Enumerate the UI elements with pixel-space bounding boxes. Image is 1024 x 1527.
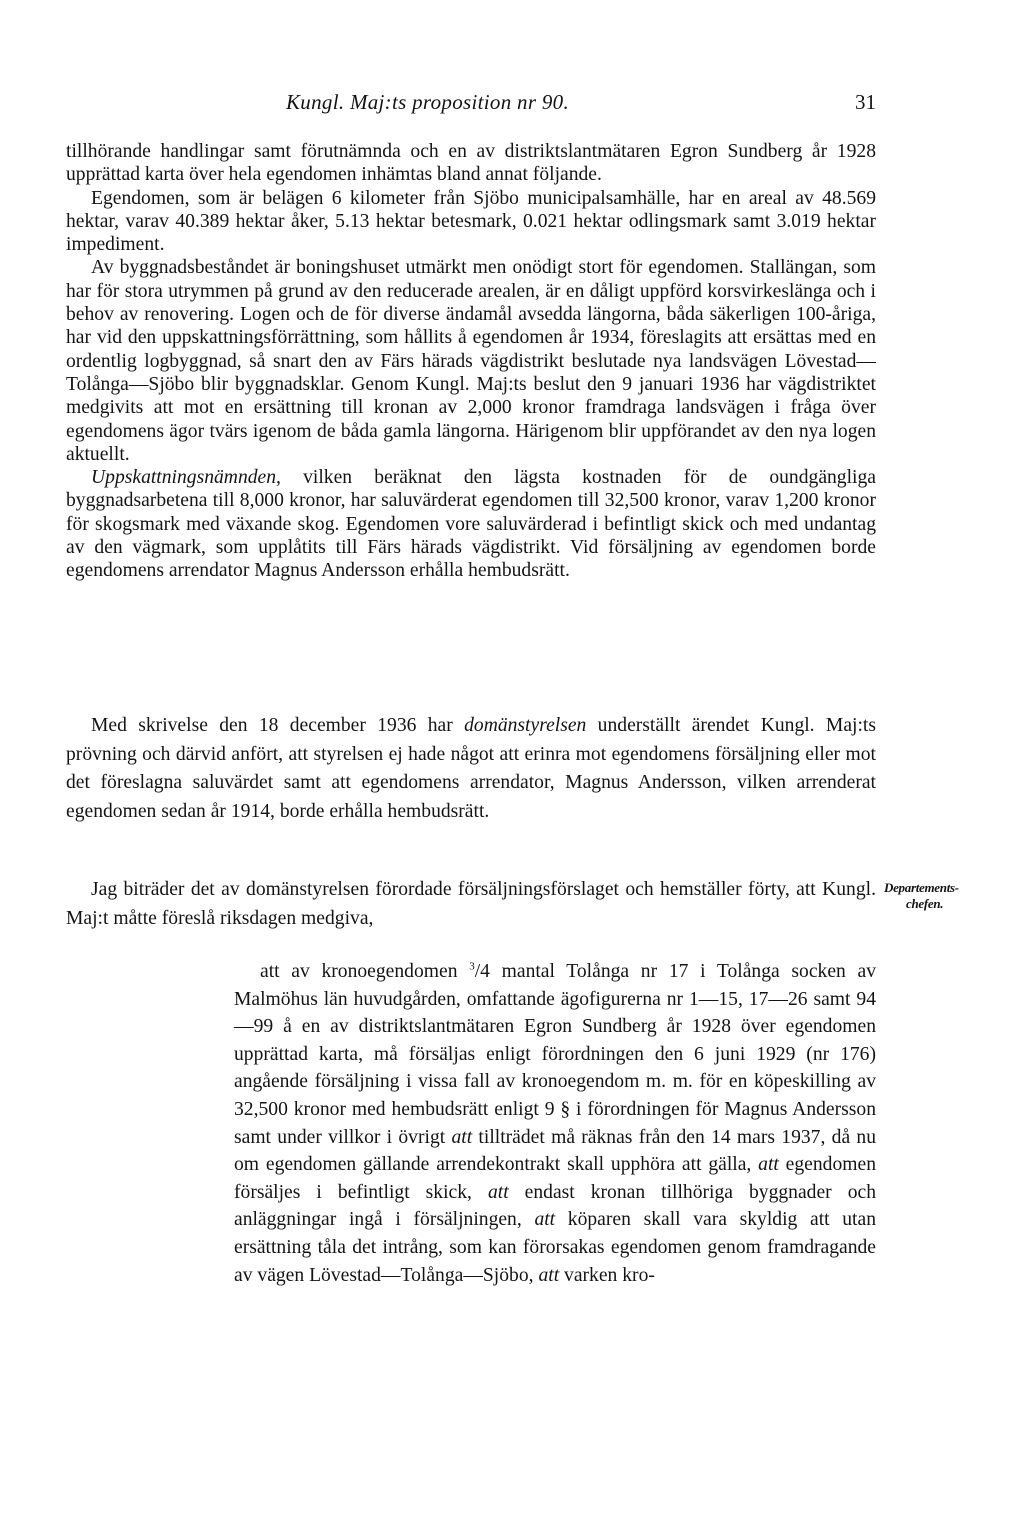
margin-note-line-1: Departements-: [884, 880, 959, 895]
paragraph-2: Egendomen, som är belägen 6 kilometer från Sjöbo municipalsamhälle, har en areal av 48.569 hektar, varav 40.389 hektar åker, 5.13 hektar betesmark, 0.021 hektar odlingsmark samt 3.019 hektar impediment.: [66, 187, 876, 256]
paragraph-4-italic: Uppskattningsnämnden,: [91, 467, 281, 489]
paragraph-6: Jag biträder det av domänstyrelsen förordade försäljningsförslaget och hemställer förty, att Kungl. Maj:t måtte föreslå riksdagen medgiva,: [66, 879, 876, 929]
paragraph-5: [66, 712, 876, 826]
proposal-text-3: tillträdet må räknas från den 14 mars 1937, då nu om egendomen gällande arrendekontrakt skall upphöra att gälla,: [234, 1126, 876, 1176]
proposal-text-6: köparen skall vara skyldig att utan ersättning tåla det intrång, som kan förorsakas egendomen genom framdragande av vägen Lövestad—Tolånga—Sjöbo,: [234, 1209, 876, 1286]
proposal-text-1: att av kronoegendomen: [260, 961, 470, 982]
body-text-main: [66, 140, 876, 583]
margin-note: [884, 880, 1016, 912]
proposal-att-5: att: [538, 1264, 560, 1286]
paragraph-4: [66, 466, 876, 582]
running-title: Kungl. Maj:ts proposition nr 90.: [286, 90, 570, 114]
paragraph-5-text-a: Med skrivelse den 18 december 1936 har: [91, 715, 465, 736]
paragraph-5-italic: domänstyrelsen: [464, 715, 587, 736]
paragraph-1: tillhörande handlingar samt förutnämnda och en av distriktslantmätaren Egron Sundberg år 1928 upprättad karta över hela egendomen inhämtas bland annat följande.: [66, 141, 876, 186]
proposal-att-4: att: [534, 1209, 556, 1231]
page-number: 31: [855, 90, 876, 114]
proposal-att-3: att: [487, 1181, 509, 1203]
proposal-text: [234, 958, 876, 1289]
proposal-att-2: att: [758, 1154, 779, 1176]
fraction-denominator: /4: [474, 961, 490, 982]
proposal-text-2: mantal Tolånga nr 17 i Tolånga socken av Malmöhus län huvudgården, omfattande ägofigurerna nr 1—15, 17—26 samt 94—99 å en av distriktslantmätaren Egron Sundberg år 1928 över egendomen upprättad karta, må försäljas enligt förordningen den 6 juni 1929 (nr 176) angående försäljning i vissa fall av kronoegendom m. m. för en köpeskilling av 32,500 kronor med hembudsrätt enligt 9 § i förordningen för Magnus Andersson samt under villkor i övrigt: [234, 961, 876, 1148]
fraction-numerator: 3: [469, 960, 475, 973]
paragraph-3: Av byggnadsbeståndet är boningshuset utmärkt men onödigt stort för egendomen. Stallängan, som har för stora utrymmen på grund av den reducerade arealen, är en dåligt uppförd korsvirkeslänga och i behov av renovering. Logen och de för diverse ändamål avsedda längorna, båda säkerligen 100-åriga, har vid den uppskattningsförrättning, som hållits å egendomen år 1934, föreslagits att ersättas med en ordentlig logbyggnad, så snart den av Färs härads vägdistrikt beslutade nya landsvägen Lövestad—Tolånga—Sjöbo blir byggnadsklar. Genom Kungl. Maj:ts beslut den 9 januari 1936 har vägdistriktet medgivits att mot en ersättning till kronan av 2,000 kronor framdraga landsvägen i fråga över egendomens ägor tvärs igenom de båda gamla längorna. Härigenom blir uppförandet av den nya logen aktuellt.: [66, 257, 876, 465]
page-header: [66, 90, 876, 120]
paragraph-4-text: vilken beräknat den lägsta kostnaden för de oundgängliga byggnadsarbetena till 8,000 kronor, har saluvärderat egendomen till 32,500 kronor, varav 1,200 kronor för skogsmark med växande skog. Egendomen vore saluvärderad i befintligt skick och med undantag av den vägmark, som upplåtits till Färs härads vägdistrikt. Vid försäljning av egendomen borde egendomens arrendator Magnus Andersson erhålla hembudsrätt.: [66, 467, 876, 582]
proposal-att-1: att: [451, 1126, 473, 1148]
proposal-text-4: egendomen försäljes i befintligt skick,: [234, 1154, 876, 1203]
proposal-text-7: varken kro-: [559, 1264, 655, 1286]
body-text-domanstyrelsen: [66, 712, 876, 826]
proposal-text-5: endast kronan tillhöriga byggnader och anläggningar ingå i försäljningen,: [234, 1181, 876, 1231]
proposal-paragraph: [234, 958, 876, 1289]
paragraph-5-text-b: underställt ärendet Kungl. Maj:ts prövning och därvid anfört, att styrelsen ej hade något att erinra mot egendomens försäljning eller mot det föreslagna saluvärdet samt att egendomens arrendator, Magnus Andersson, vilken arrenderat egendomen sedan år 1914, borde erhålla hembudsrätt.: [66, 715, 876, 822]
margin-note-line-2: chefen.: [906, 896, 944, 911]
body-text-statement: [66, 876, 876, 933]
